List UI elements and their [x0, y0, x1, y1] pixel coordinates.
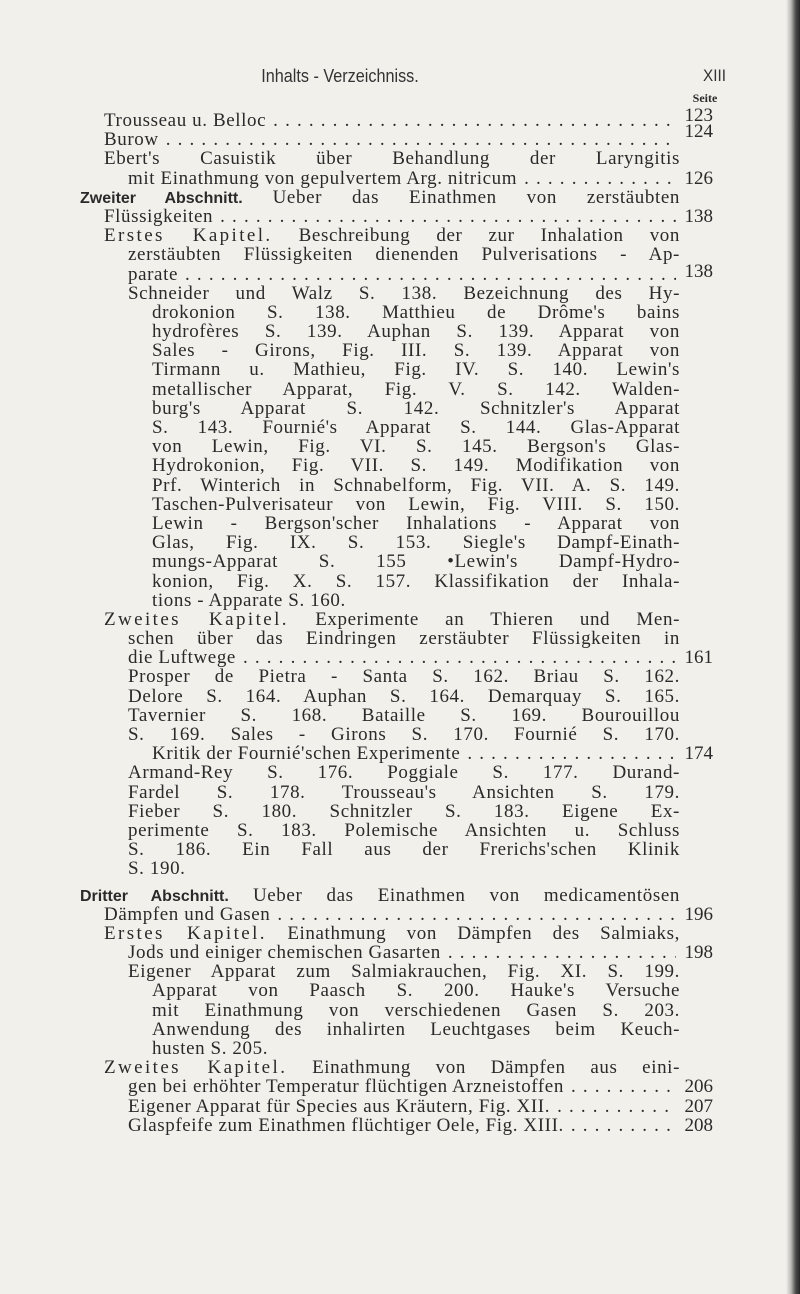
toc-line — [152, 743, 713, 765]
toc-line — [152, 380, 680, 399]
toc-line — [128, 245, 680, 264]
toc-line — [152, 418, 680, 437]
chapter-label: Zweites Kapitel. — [104, 1057, 288, 1079]
page-number: 174 — [684, 743, 713, 765]
entry-text: Tirmann u. Mathieu, Fig. IV. S. 140. Lewin's — [152, 359, 680, 381]
toc-line — [152, 476, 680, 495]
section-entry — [0, 188, 800, 226]
toc-line — [80, 188, 680, 207]
dot-leader — [524, 169, 676, 188]
toc-line — [128, 647, 713, 669]
entry-text: Trousseau u. Belloc — [104, 110, 267, 131]
entry-text: Ebert's Casuistik über Behandlung der Laryngitis — [104, 148, 680, 170]
entry-text: von Lewin, Fig. VI. S. 145. Bergson's Glas- — [152, 436, 680, 458]
toc-line — [152, 1020, 680, 1039]
toc-line — [128, 821, 680, 840]
dot-leader — [277, 905, 676, 924]
entry-text: Prf. Winterich in Schnabelform, Fig. VII. A. S. 149. — [152, 474, 680, 496]
toc-line — [152, 514, 680, 533]
entry-text: Burow — [104, 129, 159, 151]
entry-text: Eigener Apparat zum Salmiakrauchen, Fig. XI. S. 199. — [128, 961, 680, 983]
toc-line — [128, 284, 680, 303]
page-number: 123 — [684, 105, 713, 126]
toc-line — [128, 260, 713, 285]
toc-line — [128, 942, 713, 964]
entry-text: mungs-Apparat S. 155 •Lewin's Dampf-Hydro- — [152, 551, 680, 573]
toc-line — [128, 629, 680, 648]
toc-line — [152, 533, 680, 552]
toc-line — [128, 840, 680, 859]
entry-text: Experimente an Thieren und Men- — [315, 608, 680, 630]
toc-line — [104, 149, 680, 168]
dot-leader — [571, 1077, 676, 1096]
entry-text: Sales - Girons, Fig. III. S. 139. Apparat von — [152, 340, 680, 362]
toc-line — [104, 226, 680, 245]
entry-text: perimente S. 183. Polemische Ansichten u. Schluss — [128, 819, 680, 841]
entry-text: metallischer Apparat, Fig. V. S. 142. Walden- — [152, 378, 680, 400]
page-number: 138 — [684, 205, 713, 227]
entry-text: Anwendung des inhalirten Leuchtgases beim Keuch- — [152, 1018, 680, 1040]
dot-leader — [448, 943, 676, 962]
entry-text: Einathmung von Dämpfen aus eini- — [312, 1057, 680, 1079]
toc-line — [152, 572, 680, 591]
toc-line — [152, 552, 680, 571]
dot-leader — [166, 130, 676, 149]
toc-line — [152, 591, 680, 610]
entry-text: gen bei erhöhter Temperatur flüchtigen Arzneistoffen — [128, 1076, 564, 1098]
section-label: Zweiter Abschnitt. — [80, 189, 243, 207]
toc-line — [128, 763, 680, 782]
toc-line — [152, 437, 680, 456]
entry-text: S. 190. — [128, 858, 186, 880]
chapter-entry — [0, 226, 800, 284]
entry-text: hydrofères S. 139. Auphan S. 139. Apparat von — [152, 321, 680, 343]
toc-line — [104, 610, 680, 629]
dot-leader — [220, 207, 676, 226]
entry-text: Taschen-Pulverisateur von Lewin, Fig. VIII. S. 150. — [152, 493, 680, 515]
entry-text: S. 143. Fournié's Apparat S. 144. Glas-Apparat — [152, 417, 680, 438]
entry-text: husten S. 205. — [152, 1038, 269, 1059]
toc-line — [128, 802, 680, 821]
entry-text: burg's Apparat S. 142. Schnitzler's Apparat — [152, 397, 680, 419]
entry-text: mit Einathmung von verschiedenen Gasen S. 203. — [152, 999, 680, 1021]
toc-line — [152, 360, 680, 379]
chapter-entry — [0, 610, 800, 668]
toc-line — [152, 495, 680, 514]
entry-text: Ueber das Einathmen von zerstäubten — [272, 186, 680, 208]
entry-text: drokonion S. 138. Matthieu de Drôme's bains — [152, 301, 680, 323]
section-label: Dritter Abschnitt. — [80, 887, 229, 905]
entry-text: S. 169. Sales - Girons S. 170. Fournié S. 170. — [128, 724, 680, 745]
entry-text: Eigener Apparat für Species aus Kräutern, Fig. XII. — [128, 1095, 551, 1117]
page-number: 207 — [684, 1095, 713, 1117]
entry-text: die Luftwege — [128, 647, 236, 669]
chapter-entry — [0, 1058, 800, 1096]
toc-entry — [0, 105, 800, 131]
toc-line — [104, 1058, 680, 1077]
toc-line — [152, 1001, 680, 1020]
entry-text: parate — [128, 263, 179, 285]
entry-text: S. 186. Ein Fall aus der Frerichs'schen Klinik — [128, 839, 680, 861]
toc-entry — [0, 744, 800, 763]
page-number: 208 — [684, 1114, 713, 1136]
toc-entry — [0, 284, 800, 610]
toc-line — [152, 341, 680, 360]
dot-leader — [557, 1097, 676, 1116]
entry-text: Fardel S. 178. Trousseau's Ansichten S. 179. — [128, 781, 680, 803]
entry-text: Beschreibung der zur Inhalation von — [298, 225, 680, 247]
dot-leader — [273, 111, 676, 130]
entry-text: zerstäubten Flüssigkeiten dienenden Pulverisations - Ap- — [128, 244, 680, 266]
chapter-label: Erstes Kapitel. — [104, 225, 273, 247]
entry-text: konion, Fig. X. S. 157. Klassifikation der Inhala- — [152, 570, 680, 592]
toc-line — [152, 1039, 680, 1058]
toc-line — [128, 1076, 713, 1098]
page-number: 196 — [684, 903, 713, 925]
entry-text: Jods und einiger chemischen Gasarten — [128, 942, 441, 964]
toc-line — [128, 1114, 713, 1136]
entry-text: Glaspfeife zum Einathmen flüchtiger Oele, Fig. XIII. — [128, 1114, 564, 1136]
toc-line — [128, 667, 680, 686]
toc-entry — [0, 1116, 800, 1135]
entry-text: Delore S. 164. Auphan S. 164. Demarquay S. 165. — [128, 685, 680, 707]
chapter-label: Zweites Kapitel. — [104, 608, 289, 630]
toc-line — [104, 903, 713, 925]
table-of-contents — [0, 105, 800, 1136]
toc-line — [152, 322, 680, 341]
page-number: 161 — [684, 647, 713, 669]
entry-text: Armand-Rey S. 176. Poggiale S. 177. Durand- — [128, 762, 680, 784]
entry-text: Einathmung von Dämpfen des Salmiaks, — [287, 922, 680, 944]
entry-text: Ueber das Einathmen von medicamentösen — [252, 884, 680, 906]
page-column-label: Seite — [692, 91, 718, 105]
entry-text: Hydrokonion, Fig. VII. S. 149. Modifikation von — [152, 455, 680, 477]
toc-line — [152, 981, 680, 1000]
toc-line — [104, 105, 713, 131]
toc-line — [128, 859, 680, 878]
toc-entry — [0, 667, 800, 744]
toc-entry — [0, 121, 800, 151]
toc-entry — [0, 763, 800, 878]
entry-text: Dämpfen und Gasen — [104, 903, 271, 925]
toc-line — [128, 706, 680, 725]
toc-line — [152, 399, 680, 418]
page-number: 126 — [684, 167, 713, 189]
entry-text: Apparat von Paasch S. 200. Hauke's Versuche — [152, 980, 680, 1002]
dot-leader — [571, 1116, 676, 1135]
roman-page-number: XIII — [703, 66, 726, 85]
toc-entry — [0, 149, 800, 187]
toc-line — [128, 1095, 713, 1117]
entry-text: Glas, Fig. IX. S. 153. Siegle's Dampf-Einath- — [152, 532, 680, 554]
toc-line — [152, 303, 680, 322]
entry-text: mit Einathmung von gepulvertem Arg. nitricum — [128, 167, 518, 189]
section-entry — [0, 886, 800, 924]
toc-line — [128, 167, 713, 189]
toc-line — [128, 783, 680, 802]
dot-leader — [185, 265, 676, 284]
chapter-label: Erstes Kapitel. — [104, 922, 267, 944]
toc-entry — [0, 962, 800, 1058]
dot-leader — [243, 648, 676, 667]
page-number: 206 — [684, 1076, 713, 1098]
entry-text: Tavernier S. 168. Bataille S. 169. Bourouillou — [128, 704, 680, 726]
entry-text: schen über das Eindringen zerstäubter Flüssigkeiten in — [128, 628, 680, 650]
chapter-entry — [0, 924, 800, 962]
toc-line — [104, 924, 680, 943]
dot-leader — [467, 744, 676, 763]
toc-entry — [0, 1097, 800, 1116]
toc-line — [152, 456, 680, 475]
entry-text: tions - Apparate S. 160. — [152, 589, 346, 611]
entry-text: Fieber S. 180. Schnitzler S. 183. Eigene Ex- — [128, 800, 680, 822]
toc-line — [128, 687, 680, 706]
toc-line — [104, 205, 713, 227]
page-number: 198 — [684, 942, 713, 964]
entry-text: Lewin - Bergson'scher Inhalations - Apparat von — [152, 512, 680, 534]
page-title: Inhalts - Verzeichniss. — [261, 66, 419, 86]
entry-text: Flüssigkeiten — [104, 205, 214, 227]
toc-line — [104, 121, 713, 151]
toc-line — [80, 886, 680, 905]
toc-line — [128, 962, 680, 981]
toc-line — [128, 725, 680, 744]
page-number: 138 — [684, 260, 713, 282]
entry-text: Schneider und Walz S. 138. Bezeichnung des Hy- — [128, 282, 680, 304]
page-number: 124 — [684, 121, 713, 143]
entry-text: Prosper de Pietra - Santa S. 162. Briau S. 162. — [128, 666, 680, 688]
entry-text: Kritik der Fournié'schen Experimente — [152, 743, 461, 765]
